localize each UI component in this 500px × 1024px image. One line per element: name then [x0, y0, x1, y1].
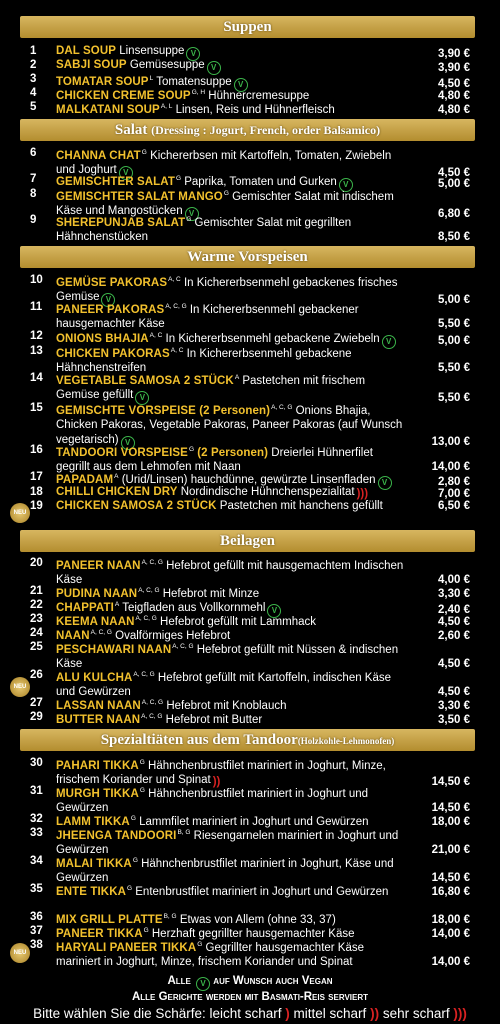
item-number: 11 [30, 301, 43, 313]
item-price: 14,00 € [431, 927, 470, 940]
item-body [56, 499, 408, 514]
item-price: 3,50 € [438, 713, 470, 726]
allergen-codes: G [186, 216, 192, 223]
item-price: 14,50 € [431, 872, 470, 885]
item-number: 12 [30, 330, 43, 342]
item-number: 14 [30, 372, 43, 384]
item-price: 14,50 € [431, 802, 470, 815]
item-name: PANEER PAKORAS [56, 303, 165, 316]
allergen-codes: B, G [177, 829, 191, 836]
item-price: 4,50 € [438, 658, 470, 671]
item-price: 4,50 € [438, 78, 470, 91]
item-name: BUTTER NAAN [56, 713, 141, 726]
item-description: (Urid/Linsen) hauchdünne, gewürzte Linsenfladen [121, 473, 376, 486]
allergen-codes: A, L [160, 103, 173, 110]
vegetarian-icon: V [196, 977, 210, 991]
allergen-codes: A [114, 601, 120, 608]
item-price: 14,00 € [431, 461, 470, 474]
item-description: In Kichererbsenmehl gebackene Zwiebeln [165, 332, 380, 345]
item-price: 4,80 € [438, 103, 470, 116]
allergen-codes: G [127, 885, 133, 892]
item-name: PAPADAM [56, 473, 114, 486]
vegetarian-icon: V [186, 47, 200, 61]
item-name: SHEREPUNJAB SALAT [56, 216, 186, 229]
item-price: 16,80 € [431, 885, 470, 898]
item-price: 6,50 € [438, 500, 470, 512]
item-number: 1 [30, 45, 37, 57]
item-price: 3,30 € [438, 587, 470, 600]
item-name-suffix: (2 Personen) [197, 446, 269, 459]
item-name: GEMISCHTER SALAT MANGO [56, 190, 223, 203]
item-description: Dreierlei Hühnerfilet gegrillt aus dem Lehmofen mit Naan [56, 446, 373, 474]
allergen-codes: B, G [163, 913, 177, 920]
item-number: 33 [30, 827, 43, 839]
menu-item [30, 882, 470, 899]
allergen-codes: G [223, 190, 229, 197]
vegetarian-icon: V [267, 604, 281, 618]
footer-vegan-note [0, 975, 500, 991]
item-number: 22 [30, 599, 43, 611]
item-name: CHICKEN PAKORAS [56, 347, 170, 360]
item-price: 5,00 € [438, 293, 470, 306]
item-number: 30 [30, 757, 43, 769]
allergen-codes: A, C, G [271, 404, 293, 411]
item-number: 36 [30, 911, 43, 923]
section-title: Warme Vorspeisen [187, 249, 308, 265]
item-number: 17 [30, 471, 43, 483]
item-price: 2,60 € [438, 629, 470, 642]
item-name: GEMÜSE PAKORAS [56, 276, 168, 289]
section-header-beilagen [20, 530, 475, 552]
allergen-codes: A, C, G [165, 303, 187, 310]
section-title: Beilagen [220, 533, 275, 549]
item-price: 14,50 € [431, 776, 470, 789]
item-description: Herzhaft gegrillter hausgemachter Käse [151, 927, 355, 940]
footer-rice-note [0, 991, 500, 1003]
new-badge: NEU [10, 677, 30, 697]
footer-text: auf Wunsch auch Vegan [213, 975, 333, 987]
item-description: Ovalförmiges Hefebrot [115, 629, 231, 642]
item-price: 6,80 € [438, 207, 470, 220]
item-price: 4,50 € [438, 166, 470, 179]
item-name: JHEENGA TANDOORI [56, 829, 177, 842]
item-description: Paprika, Tomaten und Gurken [184, 175, 337, 188]
item-number: 29 [30, 711, 43, 723]
item-name: ONIONS BHAJIA [56, 332, 149, 345]
vegetarian-icon: V [378, 476, 392, 490]
item-description: Gemischter Salat mit indischem Käse und Mangostücken [56, 190, 394, 218]
item-price: 7,00 € [438, 488, 470, 500]
section-subtitle: (Holzkohle-Lehmonofen) [297, 736, 395, 746]
item-body [56, 710, 408, 727]
item-price: 4,00 € [438, 574, 470, 587]
item-name: CHAPPATI [56, 601, 114, 614]
item-price: 2,40 € [438, 604, 470, 617]
item-number: 35 [30, 883, 43, 895]
item-description: Gemischter Salat mit gegrillten Hähnchenstücken [56, 216, 352, 244]
section-title: Spezialtiäten aus dem Tandoor [100, 732, 298, 748]
allergen-codes: A, C, G [141, 699, 164, 706]
item-number: 4 [30, 87, 37, 99]
item-name: CHANNA CHAT [56, 149, 141, 162]
vegetarian-icon: V [135, 391, 149, 405]
allergen-codes: A, C, G [141, 713, 163, 720]
allergen-codes: G [197, 941, 203, 948]
item-number: 27 [30, 697, 43, 709]
chili-icon: ))) [356, 488, 369, 500]
allergen-codes: A, C, G [135, 615, 157, 622]
item-number: 13 [30, 345, 43, 357]
allergen-codes: G [132, 857, 138, 864]
item-description: In Kichererbsenmehl gebackenes frisches Gemüse [56, 276, 398, 304]
item-name: LAMM TIKKA [56, 815, 130, 828]
item-number: 18 [30, 486, 43, 498]
vegetarian-icon: V [234, 78, 248, 92]
item-description: Hefebrot gefüllt mit hausgemachtem Indischen Käse [56, 559, 404, 587]
item-description: Hefebrot gefüllt mit Nüssen & indischen Käse [56, 643, 399, 671]
item-price: 2,80 € [438, 476, 470, 489]
item-description: Nordindische Hühnchenspezialitat [180, 486, 355, 498]
item-description: Hefebrot gefüllt mit Lammhack [160, 615, 316, 628]
item-price: 14,00 € [431, 956, 470, 969]
item-number: 32 [30, 813, 43, 825]
item-name: PANEER TIKKA [56, 927, 143, 940]
item-number: 25 [30, 641, 43, 653]
allergen-codes: G [175, 175, 182, 182]
allergen-codes: G [139, 759, 145, 766]
vegetarian-icon: V [339, 178, 353, 192]
allergen-codes: L [149, 75, 154, 82]
section-header-tandoor [20, 729, 475, 751]
chili-icon: ) [285, 1006, 290, 1021]
footer-spice-note [0, 1006, 500, 1021]
item-name: GEMISCHTE VORSPEISE (2 Personen) [56, 404, 271, 417]
item-name: MALKATANI SOUP [56, 103, 160, 116]
allergen-codes: G [139, 787, 145, 794]
item-price: 18,00 € [431, 815, 470, 828]
item-number: 10 [30, 274, 43, 286]
item-name: CHILLI CHICKEN DRY [56, 486, 178, 498]
item-price: 13,00 € [431, 436, 470, 449]
item-description: Lammfilet mariniert in Joghurt und Gewürzen [139, 815, 369, 828]
item-quantity: 2 STÜCK [166, 500, 217, 512]
section-header-suppen [20, 16, 475, 38]
item-price: 4,50 € [438, 615, 470, 628]
item-name: LASSAN NAAN [56, 699, 141, 712]
new-badge: NEU [10, 503, 30, 523]
item-name: PAHARI TIKKA [56, 759, 139, 772]
allergen-codes: A, C, G [133, 671, 155, 678]
item-description: Gegrillter hausgemachter Käse mariniert in Joghurt, Minze, frischem Koriander und Spinat [56, 941, 365, 969]
item-name: VEGETABLE SAMOSA [56, 374, 181, 387]
item-number: 5 [30, 101, 37, 113]
item-number: 6 [30, 147, 37, 159]
vegetarian-icon: V [119, 166, 133, 180]
item-description: In Kichererbsenmehl gebackener hausgemachter Käse [56, 303, 359, 331]
item-body [56, 938, 408, 970]
item-name: PUDINA NAAN [56, 587, 138, 600]
item-price: 3,90 € [438, 47, 470, 60]
item-name: PESCHAWARI NAAN [56, 643, 172, 656]
item-price: 5,50 € [438, 318, 470, 331]
item-description: Hefebrot gefüllt mit Kartoffeln, indischen Käse und Gewürzen [56, 671, 392, 699]
item-price: 5,00 € [438, 178, 470, 191]
allergen-codes: G [188, 446, 195, 453]
item-number: 38 [30, 939, 43, 951]
footer-text: mittel scharf [293, 1006, 367, 1021]
item-name: MIX GRILL PLATTE [56, 913, 163, 926]
allergen-codes: G, H [191, 89, 206, 96]
item-description: Onions Bhajia, Chicken Pakoras, Vegetable Pakoras, Paneer Pakoras (auf Wunsch vegetarisch) [56, 404, 403, 446]
allergen-codes: A [114, 473, 119, 480]
item-body [56, 213, 408, 245]
allergen-codes: A, C [149, 332, 163, 339]
item-description: Hähnchenbrustfilet mariniert in Joghurt, Käse und Gewürzen [56, 857, 394, 885]
item-number: 3 [30, 73, 37, 85]
item-description: Riesengarnelen mariniert in Joghurt und Gewürzen [56, 829, 399, 857]
item-name: ALU KULCHA [56, 671, 133, 684]
item-description: Teigfladen aus Vollkornmehl [122, 601, 266, 614]
item-price: 18,00 € [431, 913, 470, 926]
menu-item [30, 710, 470, 727]
item-number: 21 [30, 585, 43, 597]
menu-item [30, 938, 470, 970]
item-name: CHICKEN SAMOSA [56, 500, 164, 512]
allergen-codes: A, C, G [138, 587, 160, 594]
item-price: 5,00 € [438, 335, 470, 348]
chili-icon: )) [370, 1006, 380, 1021]
item-name: TANDOORI VORSPEISE [56, 446, 188, 459]
item-body [56, 300, 408, 332]
item-name: MURGH TIKKA [56, 787, 139, 800]
item-number: 20 [30, 557, 43, 569]
item-price: 8,50 € [438, 231, 470, 244]
vegetarian-icon: V [382, 335, 396, 349]
item-number: 7 [30, 173, 37, 185]
allergen-codes: A, C [170, 347, 184, 354]
item-description: Hefebrot mit Minze [162, 587, 260, 600]
item-body [56, 100, 408, 117]
item-name: NAAN [56, 629, 90, 642]
item-description: Hähnchenbrustfilet mariniert in Joghurt, Minze, frischem Koriander und Spinat [56, 759, 386, 787]
allergen-codes: G [130, 815, 136, 822]
item-description: Hefebrot mit Knoblauch [166, 699, 287, 712]
footer-text: Bitte wählen Sie die Schärfe: leicht scharf [33, 1006, 282, 1021]
item-price: 4,80 € [438, 89, 470, 102]
item-description: Etwas von Allem (ohne 33, 37) [179, 913, 336, 926]
item-description: Linsensuppe [119, 45, 185, 57]
item-body [56, 882, 408, 899]
footer-text: Alle Gerichte werden mit Basmati-Reis serviert [131, 991, 369, 1003]
allergen-codes: G [143, 927, 149, 934]
item-price: 3,30 € [438, 699, 470, 712]
item-name: MALAI TIKKA [56, 857, 132, 870]
menu-item [30, 499, 470, 514]
item-number: 34 [30, 855, 43, 867]
allergen-codes: A, C, G [141, 559, 163, 566]
allergen-codes: A, C [168, 276, 181, 283]
chili-icon: )) [212, 776, 221, 789]
allergen-codes: G [141, 149, 147, 156]
item-number: 9 [30, 214, 37, 226]
item-description: Pastetchen mit hanchens gefüllt [219, 500, 383, 512]
item-price: 5,50 € [438, 362, 470, 375]
vegetarian-icon: V [185, 207, 199, 221]
footer-text: Alle [167, 975, 191, 987]
item-number: 37 [30, 925, 43, 937]
item-number: 8 [30, 188, 37, 200]
item-name: TOMATAR SOUP [56, 75, 149, 88]
item-number: 31 [30, 785, 43, 797]
section-title: Salat [114, 122, 148, 138]
allergen-codes: A, C, G [172, 643, 194, 650]
section-header-salat [20, 119, 475, 141]
item-number: 23 [30, 613, 43, 625]
item-name: GEMISCHTER SALAT [56, 175, 175, 188]
item-number: 24 [30, 627, 43, 639]
section-title: Suppen [223, 19, 272, 35]
item-name: ENTE TIKKA [56, 885, 126, 898]
new-badge: NEU [10, 943, 30, 963]
item-description: Tomatensuppe [156, 75, 232, 88]
item-description: Entenbrustfilet mariniert in Joghurt und Gewürzen [135, 885, 389, 898]
section-subtitle: (Dressing : Jogurt, French, order Balsamico) [151, 123, 381, 137]
item-description: Hähnchenbrustfilet mariniert in Joghurt und Gewürzen [56, 787, 369, 815]
item-price: 3,90 € [438, 61, 470, 74]
item-name: DAL SOUP [56, 45, 117, 57]
item-description: Linsen, Reis und Hühnerfleisch [175, 103, 335, 116]
allergen-codes: A [234, 374, 240, 381]
item-description: Hefebrot mit Butter [165, 713, 263, 726]
item-number: 16 [30, 444, 43, 456]
section-header-warme-vorspeisen [20, 246, 475, 268]
item-number: 26 [30, 669, 43, 681]
item-name: PANEER NAAN [56, 559, 141, 572]
menu-item [30, 213, 470, 245]
item-number: 15 [30, 402, 43, 414]
item-price: 4,50 € [438, 686, 470, 699]
item-description: Gemüsesuppe [129, 59, 205, 71]
item-description: Hühnercremesuppe [208, 89, 310, 102]
item-name: CHICKEN CREME SOUP [56, 89, 191, 102]
item-price: 21,00 € [431, 844, 470, 857]
item-name: HARYALI PANEER TIKKA [56, 941, 197, 954]
item-name: SABJI SOUP [56, 59, 127, 71]
item-number: 2 [30, 59, 37, 71]
menu-item [30, 300, 470, 332]
item-quantity: 2 STÜCK [183, 374, 234, 387]
footer-text: sehr scharf [382, 1006, 450, 1021]
item-name: KEEMA NAAN [56, 615, 135, 628]
item-description: Kichererbsen mit Kartoffeln, Tomaten, Zwiebeln und Joghurt [56, 149, 392, 177]
menu-item [30, 100, 470, 117]
vegetarian-icon: V [207, 61, 221, 75]
vegetarian-icon: V [101, 293, 115, 307]
item-number: 19 [30, 500, 43, 512]
item-description: Pastetchen mit frischem Gemüse gefüllt [56, 374, 366, 402]
vegetarian-icon: V [121, 436, 135, 450]
item-description: In Kichererbsenmehl gebackene Hähnchenstreifen [56, 347, 352, 375]
item-price: 5,50 € [438, 391, 470, 404]
allergen-codes: A, C, G [90, 629, 112, 636]
chili-icon: ))) [453, 1006, 467, 1021]
